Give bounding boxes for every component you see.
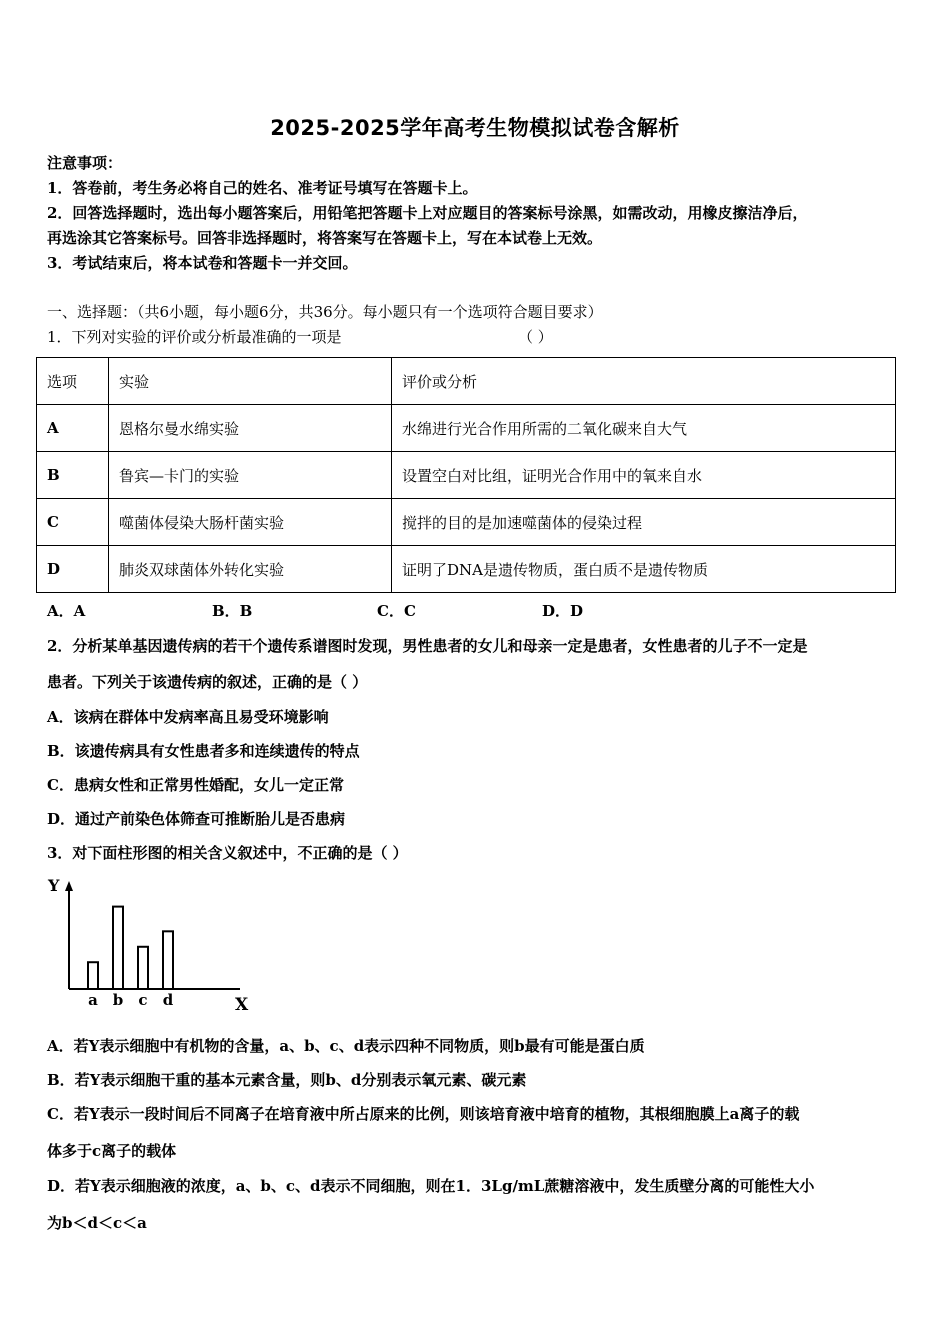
table-header-cell: 选项 [37,358,109,405]
table-cell-option: C [37,499,109,546]
q3-option-d-line1[interactable]: D．若Y表示细胞液的浓度，a、b、c、d表示不同细胞，则在1．3Lg/mL蔗糖溶液中，发生质壁分离的可能性大小 [47,1177,815,1195]
q3-stem: 3．对下面柱形图的相关含义叙述中，不正确的是（ ） [47,844,408,862]
page-title: 2025-2025学年高考生物模拟试卷含解析 [270,116,680,140]
q3-option-a[interactable]: A．若Y表示细胞中有机物的含量，a、b、c、d表示四种不同物质，则b最有可能是蛋白质 [47,1037,645,1055]
table-cell-analysis: 设置空白对比组，证明光合作用中的氧来自水 [392,452,896,499]
q2-stem-line2: 患者。下列关于该遗传病的叙述，正确的是（ ） [47,673,368,691]
experiment-table [36,357,896,593]
table-row [37,499,896,546]
table-row [37,452,896,499]
q3-option-c-line2: 体多于c离子的载体 [47,1142,177,1160]
q1-answer-paren: （ ） [518,328,553,346]
q2-option-d[interactable]: D．通过产前染色体筛查可推断胎儿是否患病 [47,810,346,828]
tick-label-b: b [112,991,124,1009]
notice-heading: 注意事项： [47,154,123,172]
bar-c [138,947,148,989]
bar-b [113,907,123,989]
section-heading: 一、选择题：（共6小题，每小题6分，共36分。每小题只有一个选项符合题目要求） [47,303,603,321]
table-cell-experiment: 恩格尔曼水绵实验 [109,405,392,452]
notice-item-2a: 2．回答选择题时，选出每小题答案后，用铅笔把答题卡上对应题目的答案标号涂黑，如需改动，用橡皮擦洁净后， [47,204,808,222]
table-cell-option: B [37,452,109,499]
q3-option-b[interactable]: B．若Y表示细胞干重的基本元素含量，则b、d分别表示氧元素、碳元素 [47,1071,527,1089]
table-header-cell: 实验 [109,358,392,405]
bar-a [88,962,98,989]
bar-group [88,907,173,989]
q1-option-b[interactable]: B．B [212,602,253,620]
table-cell-experiment: 肺炎双球菌体外转化实验 [109,546,392,593]
q1-option-d[interactable]: D．D [542,602,584,620]
tick-label-group [88,991,174,1009]
table-cell-analysis: 证明了DNA是遗传物质，蛋白质不是遗传物质 [392,546,896,593]
q2-option-a[interactable]: A．该病在群体中发病率高且易受环境影响 [47,708,329,726]
table-row [37,405,896,452]
table-header-row [37,358,896,405]
table-cell-experiment: 噬菌体侵染大肠杆菌实验 [109,499,392,546]
notice-item-1: 1．答卷前，考生务必将自己的姓名、准考证号填写在答题卡上。 [47,179,478,197]
table-row [37,546,896,593]
y-axis-label: Y [48,876,60,895]
table-cell-analysis: 搅拌的目的是加速噬菌体的侵染过程 [392,499,896,546]
q3-option-c-line1[interactable]: C．若Y表示一段时间后不同离子在培育液中所占原来的比例，则该培育液中培育的植物，其根细胞膜上a离子的载 [47,1105,800,1123]
notice-item-3: 3．考试结束后，将本试卷和答题卡一并交回。 [47,254,358,272]
tick-label-c: c [138,991,148,1009]
bar-d [163,931,173,989]
bar-chart [40,872,270,1017]
notice-item-2b: 再选涂其它答案标号。回答非选择题时，将答案写在答题卡上，写在本试卷上无效。 [47,229,603,247]
table-cell-analysis: 水绵进行光合作用所需的二氧化碳来自大气 [392,405,896,452]
y-axis-arrow-icon [65,881,73,891]
x-axis-label: X [235,995,249,1015]
q2-option-c[interactable]: C．患病女性和正常男性婚配，女儿一定正常 [47,776,344,794]
q1-option-c[interactable]: C．C [377,602,416,620]
q1-stem: 1．下列对实验的评价或分析最准确的一项是 [47,328,342,346]
q1-option-a[interactable]: A．A [47,602,86,620]
q2-option-b[interactable]: B．该遗传病具有女性患者多和连续遗传的特点 [47,742,360,760]
tick-label-d: d [162,991,174,1009]
table-cell-option: A [37,405,109,452]
table-header-cell: 评价或分析 [392,358,896,405]
table-cell-experiment: 鲁宾—卡门的实验 [109,452,392,499]
q2-stem-line1: 2．分析某单基因遗传病的若干个遗传系谱图时发现，男性患者的女儿和母亲一定是患者，女性患者的儿子不一定是 [47,637,808,655]
table-cell-option: D [37,546,109,593]
q3-option-d-line2: 为b＜d＜c＜a [47,1214,147,1232]
tick-label-a: a [88,991,98,1009]
